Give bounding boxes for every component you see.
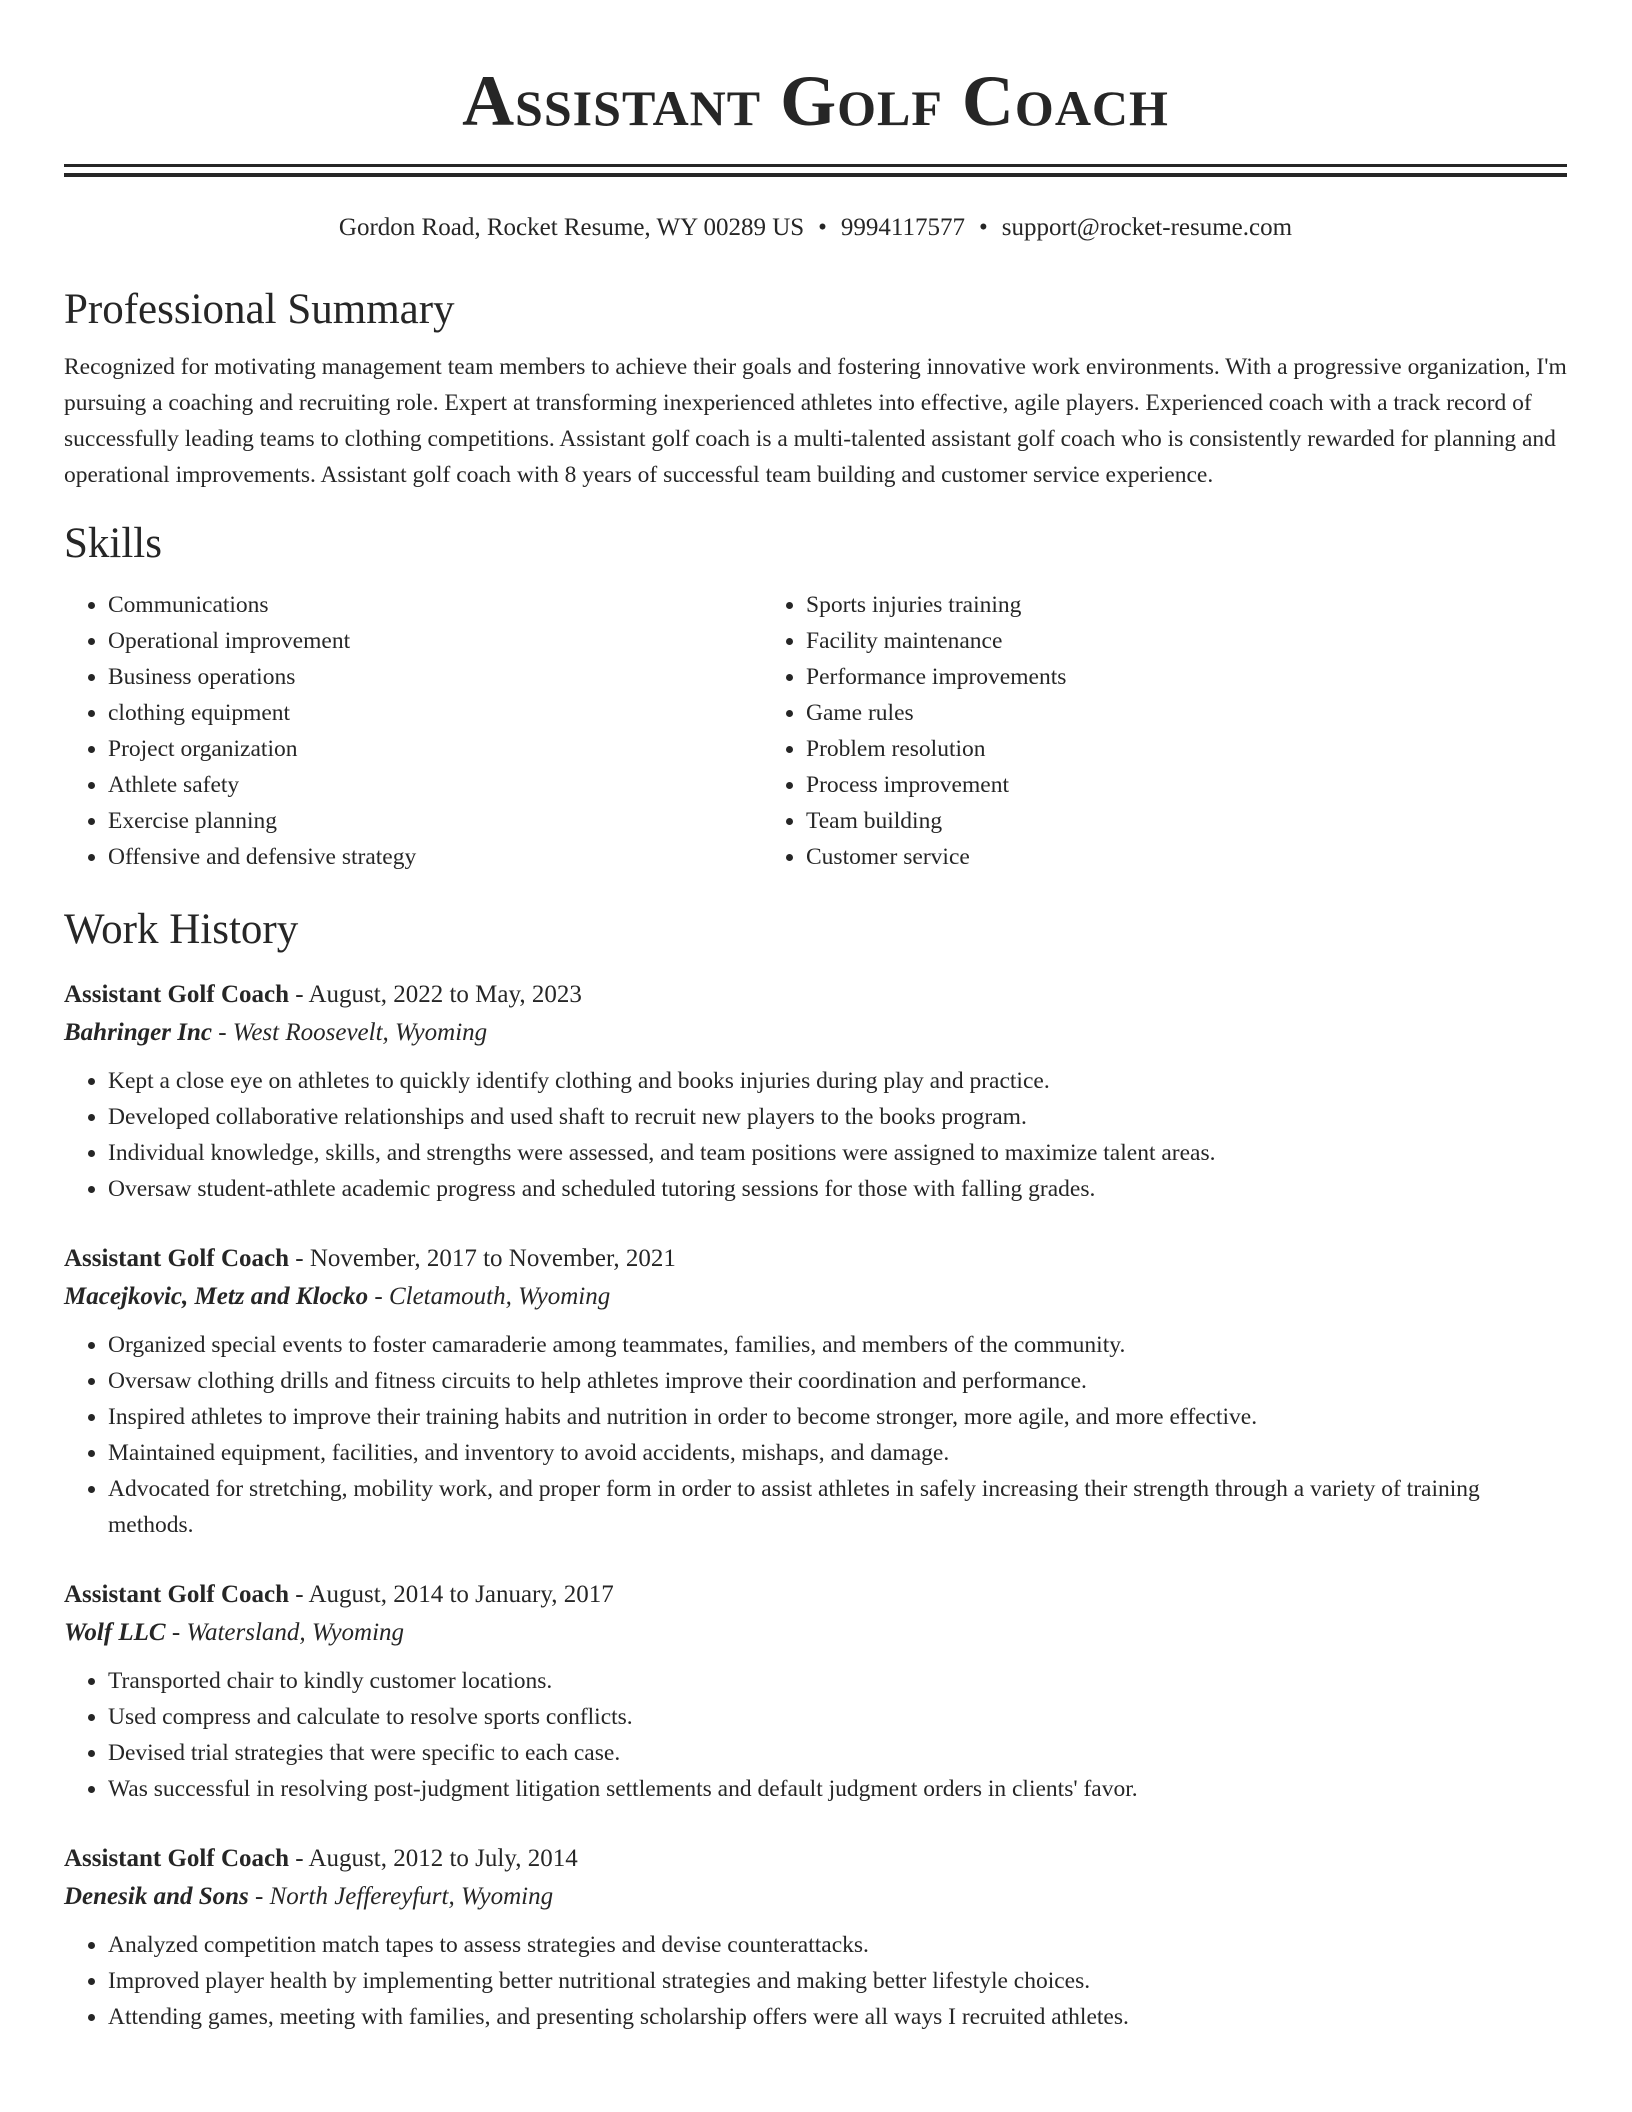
job-duties	[64, 1063, 1567, 1207]
skills-column-right	[762, 587, 1567, 875]
skills-list	[64, 587, 1567, 875]
contact-phone: 9994117577	[840, 214, 965, 241]
job-company: Wolf LLC	[64, 1619, 166, 1646]
work-history-heading: Work History	[64, 906, 299, 953]
job-dates: - August, 2014 to January, 2017	[289, 1581, 614, 1608]
job-dates: - November, 2017 to November, 2021	[289, 1245, 676, 1272]
skill-item: • Facility maintenance	[806, 623, 1567, 659]
job-title-line	[64, 1241, 1567, 1277]
job-duty: • Kept a close eye on athletes to quickly identify clothing and books injuries during play and practice.	[108, 1063, 1567, 1099]
job-location: - Watersland, Wyoming	[165, 1619, 405, 1646]
header-rule-bottom	[64, 173, 1567, 177]
job-duty: • Transported chair to kindly customer locations.	[108, 1663, 1567, 1699]
job-duty: • Was successful in resolving post-judgment litigation settlements and default judgment orders in clients' favor.	[108, 1771, 1567, 1807]
job-title-line	[64, 1841, 1567, 1877]
job-duty: • Advocated for stretching, mobility work, and proper form in order to assist athletes in safely increasing their strength through a variety of training methods.	[108, 1471, 1567, 1543]
summary-text: Recognized for motivating management team members to achieve their goals and fostering innovative work environments. With a progressive organization, I'm pursuing a coaching and recruiting role. Expert at transforming inexperienced athletes into effective, agile players. Experienced coach with a track record of successfully leading teams to clothing competitions. Assistant golf coach is a multi-talented assistant golf coach who is consistently rewarded for planning and operational improvements. Assistant golf coach with 8 years of successful team building and customer service experience.	[64, 354, 1567, 488]
skill-item: • Project organization	[108, 731, 762, 767]
contact-line	[64, 211, 1567, 245]
skill-item: • Communications	[108, 587, 762, 623]
contact-address: Gordon Road, Rocket Resume, WY 00289 US	[338, 214, 805, 241]
skill-item: • Performance improvements	[806, 659, 1567, 695]
job-company: Macejkovic, Metz and Klocko	[64, 1283, 369, 1310]
job-duty: • Improved player health by implementing better nutritional strategies and making better lifestyle choices.	[108, 1963, 1567, 1999]
job-entry	[64, 1577, 1567, 1807]
job-company: Bahringer Inc	[64, 1019, 212, 1046]
job-location: - West Roosevelt, Wyoming	[211, 1019, 488, 1046]
skill-item: • Exercise planning	[108, 803, 762, 839]
job-title-line	[64, 977, 1567, 1013]
job-duties	[64, 1327, 1567, 1543]
contact-separator: •	[818, 214, 827, 241]
job-duty: • Devised trial strategies that were specific to each case.	[108, 1735, 1567, 1771]
skill-item: • Process improvement	[806, 767, 1567, 803]
resume-name: Assistant Golf Coach	[462, 61, 1169, 141]
job-duty: • Oversaw student-athlete academic progress and scheduled tutoring sessions for those with falling grades.	[108, 1171, 1567, 1207]
job-duties	[64, 1927, 1567, 2035]
job-duty: • Inspired athletes to improve their training habits and nutrition in order to become stronger, more agile, and more effective.	[108, 1399, 1567, 1435]
skill-item: • Athlete safety	[108, 767, 762, 803]
resume-page	[64, 0, 1567, 2035]
skill-item: • Customer service	[806, 839, 1567, 875]
skill-item: • Problem resolution	[806, 731, 1567, 767]
skills-column-left	[64, 587, 762, 875]
job-duty: • Maintained equipment, facilities, and inventory to avoid accidents, mishaps, and damage.	[108, 1435, 1567, 1471]
skill-item: • Game rules	[806, 695, 1567, 731]
job-location: - Cletamouth, Wyoming	[368, 1283, 611, 1310]
job-role: Assistant Golf Coach	[64, 981, 290, 1008]
skill-item: • Business operations	[108, 659, 762, 695]
job-entry	[64, 1241, 1567, 1543]
job-location: - North Jeffereyfurt, Wyoming	[248, 1883, 554, 1910]
job-company-line	[64, 1013, 1567, 1053]
skill-item: • Team building	[806, 803, 1567, 839]
job-company-line	[64, 1877, 1567, 1917]
job-entry	[64, 977, 1567, 1207]
job-dates: - August, 2022 to May, 2023	[289, 981, 582, 1008]
job-entry	[64, 1841, 1567, 2035]
job-company-line	[64, 1613, 1567, 1653]
skill-item: • Sports injuries training	[806, 587, 1567, 623]
job-role: Assistant Golf Coach	[64, 1245, 290, 1272]
job-company-line	[64, 1277, 1567, 1317]
job-duty: • Individual knowledge, skills, and strengths were assessed, and team positions were assigned to maximize talent areas.	[108, 1135, 1567, 1171]
job-duty: • Organized special events to foster camaraderie among teammates, families, and members of the community.	[108, 1327, 1567, 1363]
job-company: Denesik and Sons	[64, 1883, 249, 1910]
contact-email: support@rocket-resume.com	[1001, 214, 1293, 241]
skills-heading: Skills	[64, 520, 162, 567]
job-duties	[64, 1663, 1567, 1807]
summary-heading: Professional Summary	[64, 286, 455, 333]
skill-item: • clothing equipment	[108, 695, 762, 731]
skill-item: • Operational improvement	[108, 623, 762, 659]
contact-separator: •	[979, 214, 988, 241]
job-duty: • Oversaw clothing drills and fitness circuits to help athletes improve their coordination and performance.	[108, 1363, 1567, 1399]
job-duty: • Analyzed competition match tapes to assess strategies and devise counterattacks.	[108, 1927, 1567, 1963]
header-rule-top	[64, 164, 1567, 167]
job-role: Assistant Golf Coach	[64, 1845, 290, 1872]
job-dates: - August, 2012 to July, 2014	[289, 1845, 578, 1872]
job-role: Assistant Golf Coach	[64, 1581, 290, 1608]
job-duty: • Used compress and calculate to resolve sports conflicts.	[108, 1699, 1567, 1735]
skill-item: • Offensive and defensive strategy	[108, 839, 762, 875]
job-duty: • Attending games, meeting with families, and presenting scholarship offers were all ways I recruited athletes.	[108, 1999, 1567, 2035]
job-duty: • Developed collaborative relationships and used shaft to recruit new players to the books program.	[108, 1099, 1567, 1135]
job-title-line	[64, 1577, 1567, 1613]
